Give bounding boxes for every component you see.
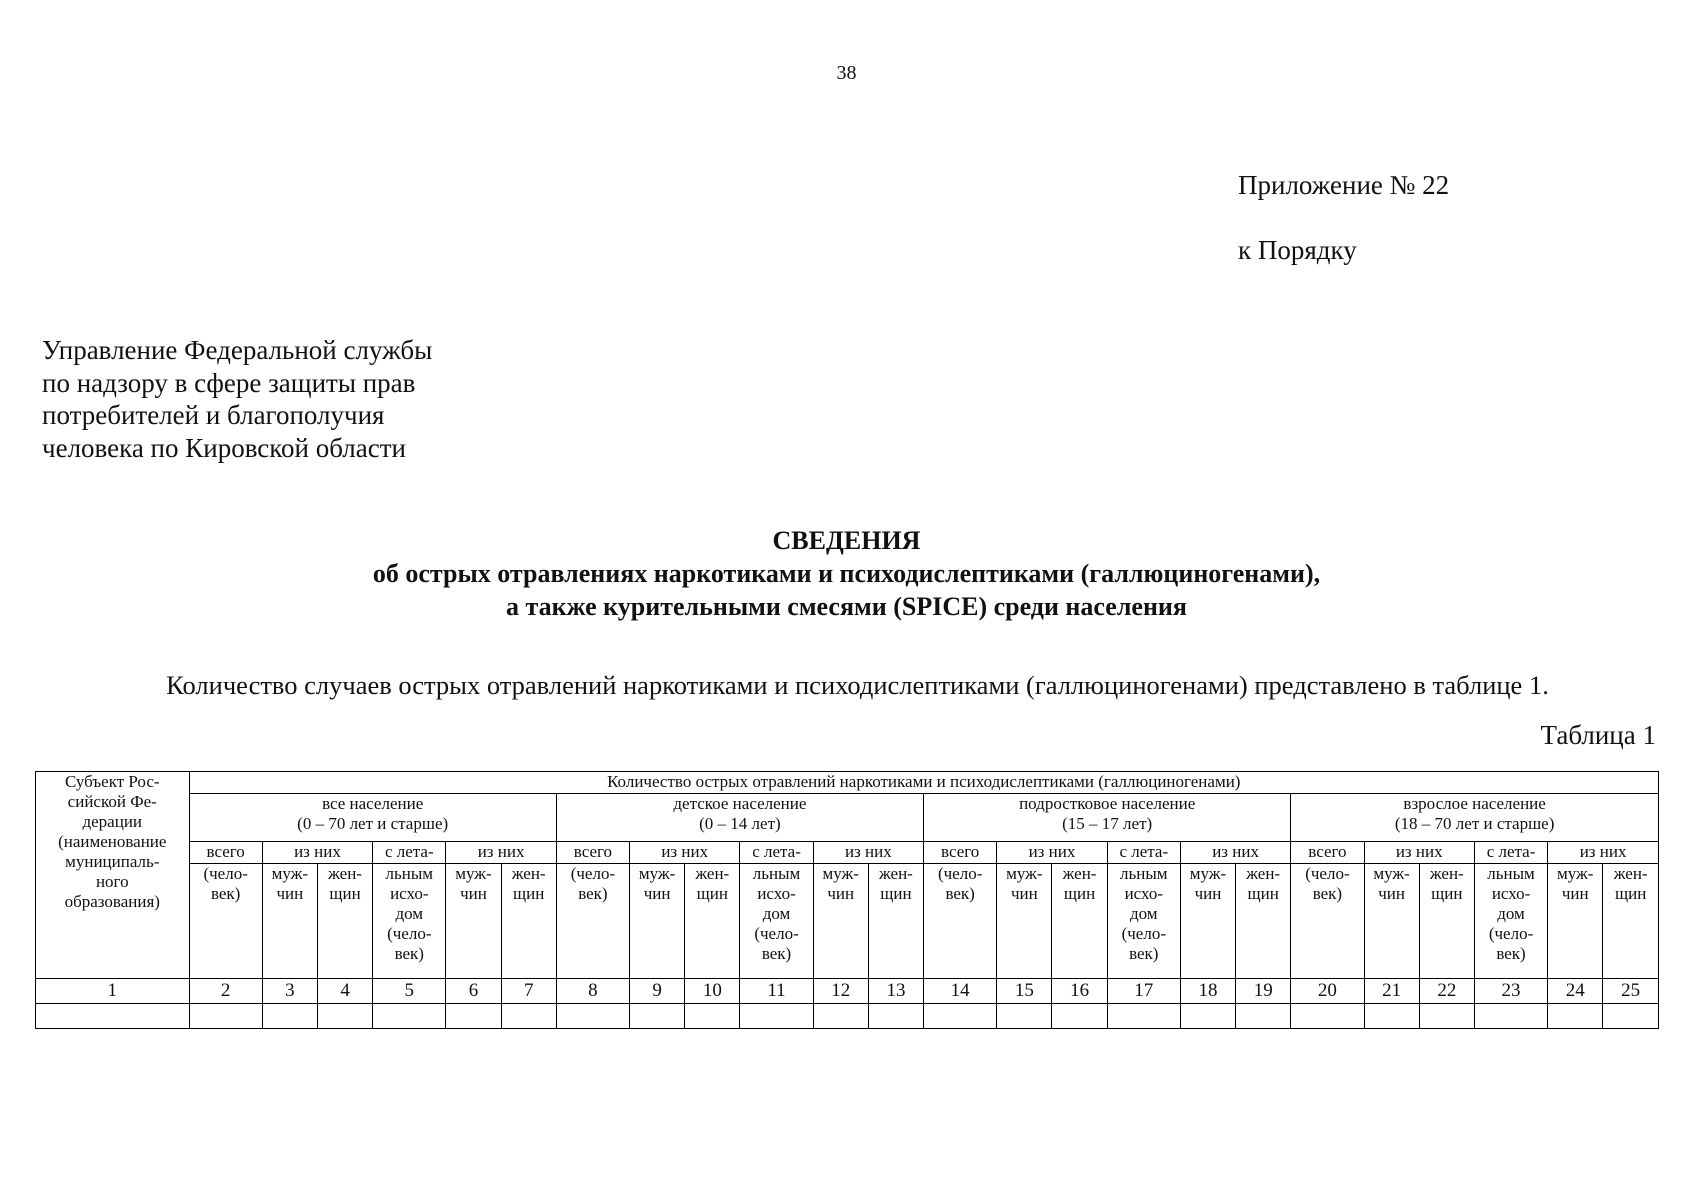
column-number: 20 — [1291, 979, 1364, 1004]
column-number: 9 — [630, 979, 685, 1004]
column-number: 21 — [1364, 979, 1419, 1004]
women-header: жен- щин — [501, 864, 556, 979]
column-number: 25 — [1603, 979, 1659, 1004]
subject-header: Субъект Рос- сийской Фе- дерации (наименование муниципаль- ного образования) — [36, 772, 190, 979]
lethal-header: с лета- — [1107, 842, 1180, 864]
appendix-subtitle: к Порядку — [1238, 235, 1357, 265]
lethal-unit-header: льным исхо- дом (чело- век) — [373, 864, 446, 979]
document-title — [0, 524, 1693, 623]
column-number: 24 — [1548, 979, 1603, 1004]
women-header: жен- щин — [868, 864, 923, 979]
women-header: жен- щин — [685, 864, 740, 979]
women-header: жен- щин — [1052, 864, 1107, 979]
column-number: 12 — [813, 979, 868, 1004]
table-cell — [1474, 1004, 1547, 1029]
table-cell — [997, 1004, 1052, 1029]
appendix-number: Приложение № 22 — [1238, 170, 1450, 200]
title-line-3: а также курительными смесями (SPICE) среди населения — [506, 592, 1187, 621]
women-header: жен- щин — [317, 864, 372, 979]
lethal-header: с лета- — [373, 842, 446, 864]
organization-line: Управление Федеральной службы — [42, 335, 433, 365]
column-number: 1 — [36, 979, 190, 1004]
men-header: муж- чин — [446, 864, 501, 979]
total-unit-header: (чело- век) — [1291, 864, 1364, 979]
column-number: 14 — [924, 979, 997, 1004]
lethal-unit-header: льным исхо- дом (чело- век) — [1474, 864, 1547, 979]
column-number: 19 — [1236, 979, 1291, 1004]
of-them-header: из них — [1180, 842, 1290, 864]
column-number: 4 — [317, 979, 372, 1004]
column-number: 11 — [740, 979, 813, 1004]
column-number: 17 — [1107, 979, 1180, 1004]
lethal-unit-header: льным исхо- дом (чело- век) — [740, 864, 813, 979]
title-line-2: об острых отравлениях наркотиками и психодислептиками (галлюциногенами), — [372, 559, 1321, 588]
appendix-reference — [1238, 172, 1449, 302]
table-cell — [868, 1004, 923, 1029]
table-cell — [1419, 1004, 1474, 1029]
column-number: 3 — [262, 979, 317, 1004]
table-cell — [501, 1004, 556, 1029]
group-header: подростковое население (15 – 17 лет) — [924, 794, 1291, 842]
group-header: все население (0 – 70 лет и старше) — [189, 794, 556, 842]
table-cell — [1364, 1004, 1419, 1029]
column-number: 23 — [1474, 979, 1547, 1004]
of-them-header: из них — [1364, 842, 1474, 864]
organization-block — [42, 334, 432, 464]
of-them-header: из них — [997, 842, 1107, 864]
table-cell — [556, 1004, 629, 1029]
column-number: 6 — [446, 979, 501, 1004]
men-header: муж- чин — [1548, 864, 1603, 979]
total-header: всего — [556, 842, 629, 864]
total-header: всего — [924, 842, 997, 864]
total-unit-header: (чело- век) — [924, 864, 997, 979]
header-row-main — [36, 772, 1659, 794]
of-them-header: из них — [262, 842, 372, 864]
men-header: муж- чин — [262, 864, 317, 979]
page-number: 38 — [836, 62, 857, 84]
table-cell — [1052, 1004, 1107, 1029]
table-cell — [630, 1004, 685, 1029]
men-header: муж- чин — [1180, 864, 1235, 979]
column-number: 10 — [685, 979, 740, 1004]
header-row-sub — [36, 842, 1659, 864]
table-cell — [1603, 1004, 1659, 1029]
table-cell — [1107, 1004, 1180, 1029]
column-number: 22 — [1419, 979, 1474, 1004]
table-cell — [317, 1004, 372, 1029]
men-header: муж- чин — [1364, 864, 1419, 979]
main-header: Количество острых отравлений наркотиками и психодислептиками (галлюциногенами) — [189, 772, 1658, 794]
organization-line: по надзору в сфере защиты прав — [42, 367, 416, 398]
total-unit-header: (чело- век) — [189, 864, 262, 979]
column-number: 13 — [868, 979, 923, 1004]
of-them-header: из них — [446, 842, 556, 864]
lethal-header: с лета- — [1474, 842, 1547, 864]
total-header: всего — [189, 842, 262, 864]
column-number: 15 — [997, 979, 1052, 1004]
column-number: 5 — [373, 979, 446, 1004]
table-cell — [1236, 1004, 1291, 1029]
table-cell — [373, 1004, 446, 1029]
total-unit-header: (чело- век) — [556, 864, 629, 979]
column-number: 2 — [189, 979, 262, 1004]
table-cell — [924, 1004, 997, 1029]
intro-paragraph: Количество случаев острых отравлений наркотиками и психодислептиками (галлюциногенами) представлено в таблице 1. — [166, 670, 1549, 700]
group-header: детское население (0 – 14 лет) — [556, 794, 923, 842]
organization-line: потребителей и благополучия — [42, 400, 385, 430]
column-number: 8 — [556, 979, 629, 1004]
women-header: жен- щин — [1603, 864, 1659, 979]
table-label: Таблица 1 — [1540, 720, 1656, 750]
table-cell — [1180, 1004, 1235, 1029]
column-number: 16 — [1052, 979, 1107, 1004]
table-cell — [813, 1004, 868, 1029]
table-cell — [1548, 1004, 1603, 1029]
lethal-unit-header: льным исхо- дом (чело- век) — [1107, 864, 1180, 979]
of-them-header: из них — [1548, 842, 1659, 864]
men-header: муж- чин — [630, 864, 685, 979]
table-row — [36, 1004, 1659, 1029]
women-header: жен- щин — [1419, 864, 1474, 979]
of-them-header: из них — [630, 842, 740, 864]
group-header: взрослое население (18 – 70 лет и старше) — [1291, 794, 1659, 842]
total-header: всего — [1291, 842, 1364, 864]
table-cell — [262, 1004, 317, 1029]
table-cell — [685, 1004, 740, 1029]
column-number: 18 — [1180, 979, 1235, 1004]
title-main: СВЕДЕНИЯ — [772, 526, 921, 555]
lethal-header: с лета- — [740, 842, 813, 864]
table-cell — [189, 1004, 262, 1029]
men-header: муж- чин — [997, 864, 1052, 979]
table-cell — [36, 1004, 190, 1029]
statistics-table — [35, 771, 1659, 1029]
header-row-detail — [36, 864, 1659, 979]
men-header: муж- чин — [813, 864, 868, 979]
table-cell — [446, 1004, 501, 1029]
table-cell — [1291, 1004, 1364, 1029]
of-them-header: из них — [813, 842, 923, 864]
organization-line: человека по Кировской области — [42, 432, 406, 463]
column-number: 7 — [501, 979, 556, 1004]
table-cell — [740, 1004, 813, 1029]
column-numbers-row — [36, 979, 1659, 1004]
women-header: жен- щин — [1236, 864, 1291, 979]
header-row-groups — [36, 794, 1659, 842]
